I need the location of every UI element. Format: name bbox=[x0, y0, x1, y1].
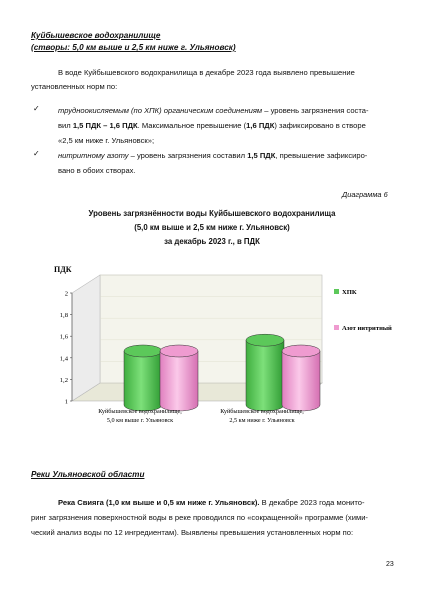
bullet2-line1 bbox=[58, 149, 367, 163]
checkmark-icon: ✓ bbox=[33, 149, 40, 158]
chart-title-line3: за декабрь 2023 г., в ПДК bbox=[164, 237, 260, 246]
bullet1-text: вил bbox=[58, 121, 73, 130]
legend-swatch-nitrite bbox=[334, 325, 339, 330]
bar bbox=[160, 345, 198, 411]
plot-side-wall bbox=[72, 275, 100, 401]
legend-swatch-hpk bbox=[334, 289, 339, 294]
bullet2-term: нитритному азоту bbox=[58, 151, 129, 160]
intro-line-1: В воде Куйбышевского водохранилища в декабре 2023 года выявлено превышение bbox=[58, 68, 355, 77]
y-tick-label: 1 bbox=[64, 398, 68, 406]
y-tick-label: 1,8 bbox=[59, 312, 68, 320]
bullet1-line1 bbox=[58, 104, 369, 118]
page-number: 23 bbox=[386, 561, 394, 568]
y-ticks bbox=[60, 291, 72, 406]
x-tick-label: 2,5 км ниже г. Ульяновск bbox=[229, 417, 295, 424]
bullet1-range: 1,5 ПДК – 1,6 ПДК bbox=[72, 121, 138, 130]
y-tick-label: 1,2 bbox=[59, 376, 68, 384]
x-tick-label: Куйбышевское водохранилище, bbox=[98, 408, 182, 415]
river-name: Река Свияга (1,0 км выше и 0,5 км ниже г. Ульяновск). bbox=[58, 498, 260, 507]
section-subtitle: (створы: 5,0 км выше и 2,5 км ниже г. Ульяновск) bbox=[31, 43, 236, 52]
chart bbox=[0, 255, 424, 435]
bullet1-max: 1,6 ПДК bbox=[246, 121, 275, 130]
checkmark-icon: ✓ bbox=[33, 104, 40, 113]
section2-line2: ринг загрязнения поверхностной воды в реке проводился по «сокращенной» программе (хими- bbox=[31, 513, 368, 522]
bar-body bbox=[160, 351, 198, 411]
intro-line-2: установленных норм по: bbox=[31, 82, 118, 91]
bar-top bbox=[282, 345, 320, 357]
bar-top bbox=[246, 334, 284, 346]
y-axis-label: ПДК bbox=[54, 265, 72, 274]
chart-title-line1: Уровень загрязнённости воды Куйбышевского водохранилища bbox=[88, 209, 336, 218]
bar-top bbox=[124, 345, 162, 357]
y-tick-label: 2 bbox=[64, 290, 68, 298]
x-tick-label: 5,0 км выше г. Ульяновск bbox=[106, 417, 174, 424]
bar bbox=[246, 334, 284, 411]
y-tick-label: 1,4 bbox=[59, 355, 68, 363]
section2-title: Реки Ульяновской области bbox=[31, 470, 145, 479]
legend-hpk: ХПК bbox=[342, 289, 357, 296]
bar-top bbox=[160, 345, 198, 357]
bullet1-line3: «2,5 км ниже г. Ульяновск»; bbox=[58, 136, 155, 145]
bullet2-text: – уровень загрязнения составил bbox=[128, 151, 248, 160]
bullet2-text: , превышение зафиксиро- bbox=[275, 151, 368, 160]
section2-line3: ческий анализ воды по 12 ингредиентам). Выявлены превышения установленных норм по: bbox=[31, 528, 354, 537]
bar bbox=[124, 345, 162, 411]
legend-nitrite: Азот нитритный bbox=[342, 325, 392, 332]
section2-text: В декабре 2023 года монито- bbox=[259, 498, 365, 507]
bullet1-text: – уровень загрязнения соста- bbox=[262, 106, 369, 115]
section2-line1 bbox=[58, 496, 365, 510]
bullet1-text: . Максимальное превышение ( bbox=[137, 121, 247, 130]
x-tick-label: Куйбышевское водохранилище, bbox=[220, 408, 304, 415]
x-labels bbox=[98, 408, 304, 424]
section-title: Куйбышевское водохранилище bbox=[31, 31, 161, 40]
bar-body bbox=[282, 351, 320, 411]
chart-title-line2: (5,0 км выше и 2,5 км ниже г. Ульяновск) bbox=[134, 223, 290, 232]
diagram-label: Диаграмма 6 bbox=[342, 190, 388, 199]
bullet2-line2: вано в обоих створах. bbox=[58, 166, 136, 175]
bar-body bbox=[124, 351, 162, 411]
bullet1-text: ) зафиксировано в створе bbox=[274, 121, 366, 130]
bar-body bbox=[246, 340, 284, 411]
bar bbox=[282, 345, 320, 411]
y-tick-label: 1,6 bbox=[59, 333, 68, 341]
bullet2-value: 1,5 ПДК bbox=[247, 151, 276, 160]
bullet1-line2 bbox=[58, 119, 366, 133]
bullet1-term: трудноокисляемым (по ХПК) органическим соединениям bbox=[58, 106, 263, 115]
